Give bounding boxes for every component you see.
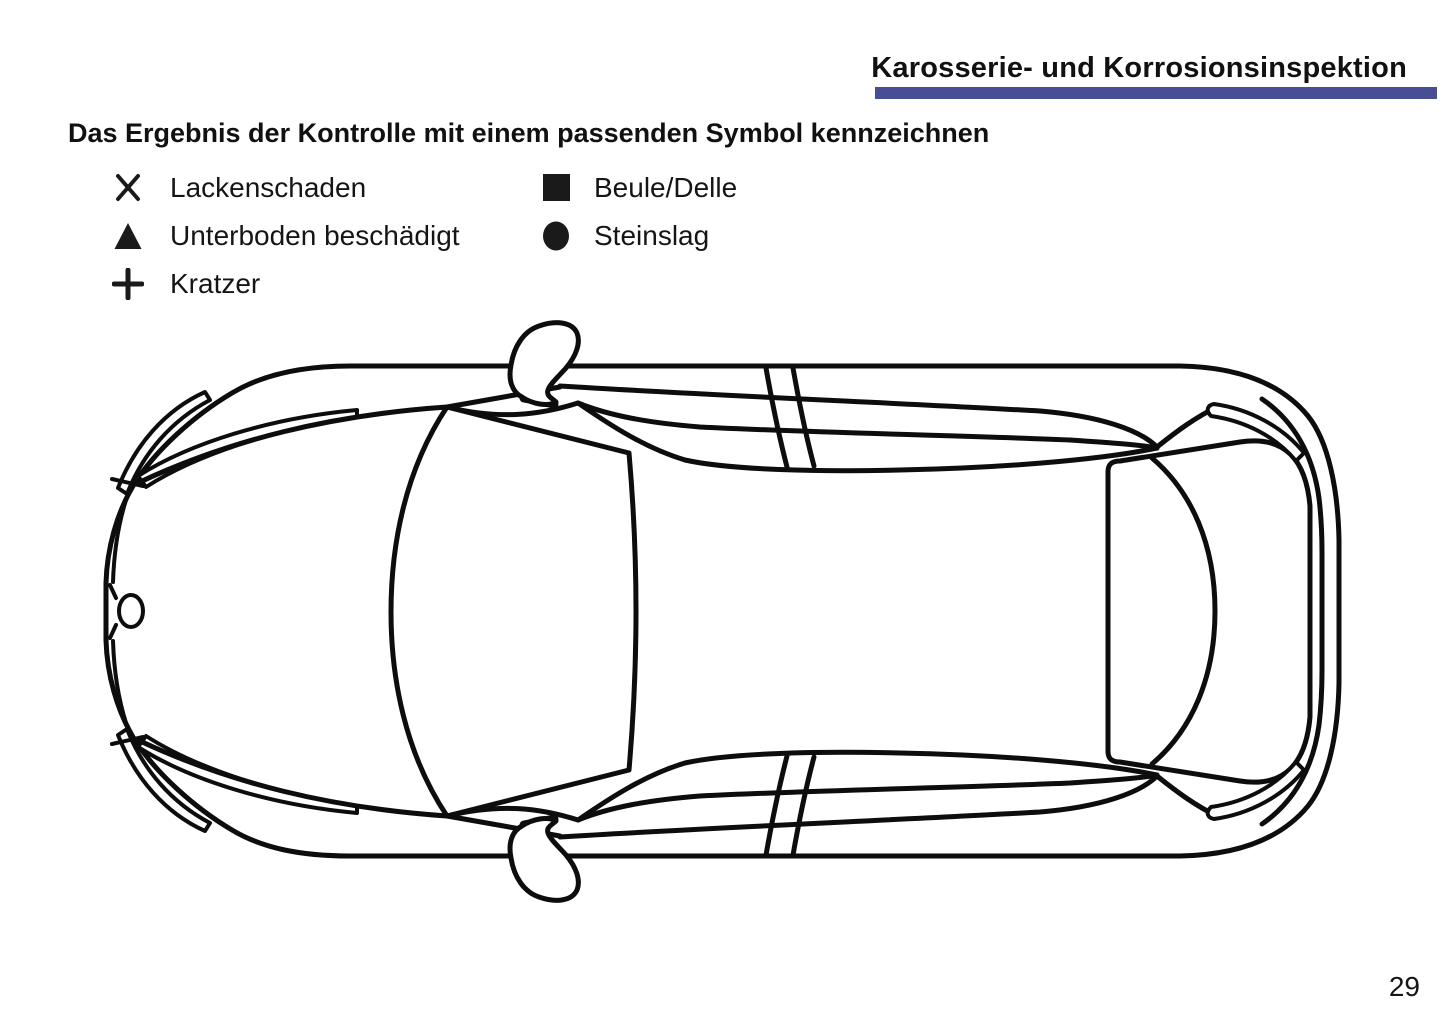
- front-edge-tick-lower: [110, 625, 116, 638]
- front-emblem: [119, 595, 143, 627]
- page-number: 29: [1388, 971, 1420, 1002]
- b-pillar-upper-2: [793, 368, 814, 466]
- b-pillar-lower-1: [766, 756, 787, 855]
- b-pillar-upper-1: [766, 368, 787, 467]
- instruction-text: Das Ergebnis der Kontrolle mit einem passenden Symbol kennzeichnen: [68, 118, 990, 148]
- rear-bumper-seam: [1262, 399, 1322, 824]
- front-corner-trim-upper: [118, 392, 210, 494]
- b-pillar-lower-2: [793, 757, 814, 855]
- front-edge-tick-upper: [110, 585, 116, 598]
- side-mirror-upper: [510, 323, 578, 405]
- legend-label: Kratzer: [170, 268, 261, 299]
- rear-glass-curve: [1152, 458, 1215, 764]
- side-mirror-lower: [510, 819, 578, 901]
- legend-label: Unterboden beschädigt: [170, 220, 460, 251]
- windshield: [391, 407, 636, 816]
- car-body-outline: [106, 366, 1339, 856]
- rear-hatch-outline: [1108, 441, 1310, 782]
- page-header-title: Karosserie- und Korrosionsinspektion: [871, 52, 1407, 84]
- legend-label: Lackenschaden: [170, 172, 367, 203]
- legend-label: Steinslag: [594, 220, 710, 251]
- taillight-upper: [1208, 404, 1304, 461]
- taillight-lower: [1208, 762, 1304, 819]
- side-glass-upper-top: [578, 403, 1157, 448]
- front-corner-trim-lower: [118, 729, 210, 831]
- legend-label: Beule/Delle: [594, 172, 738, 203]
- side-glass-lower-top: [578, 775, 1157, 820]
